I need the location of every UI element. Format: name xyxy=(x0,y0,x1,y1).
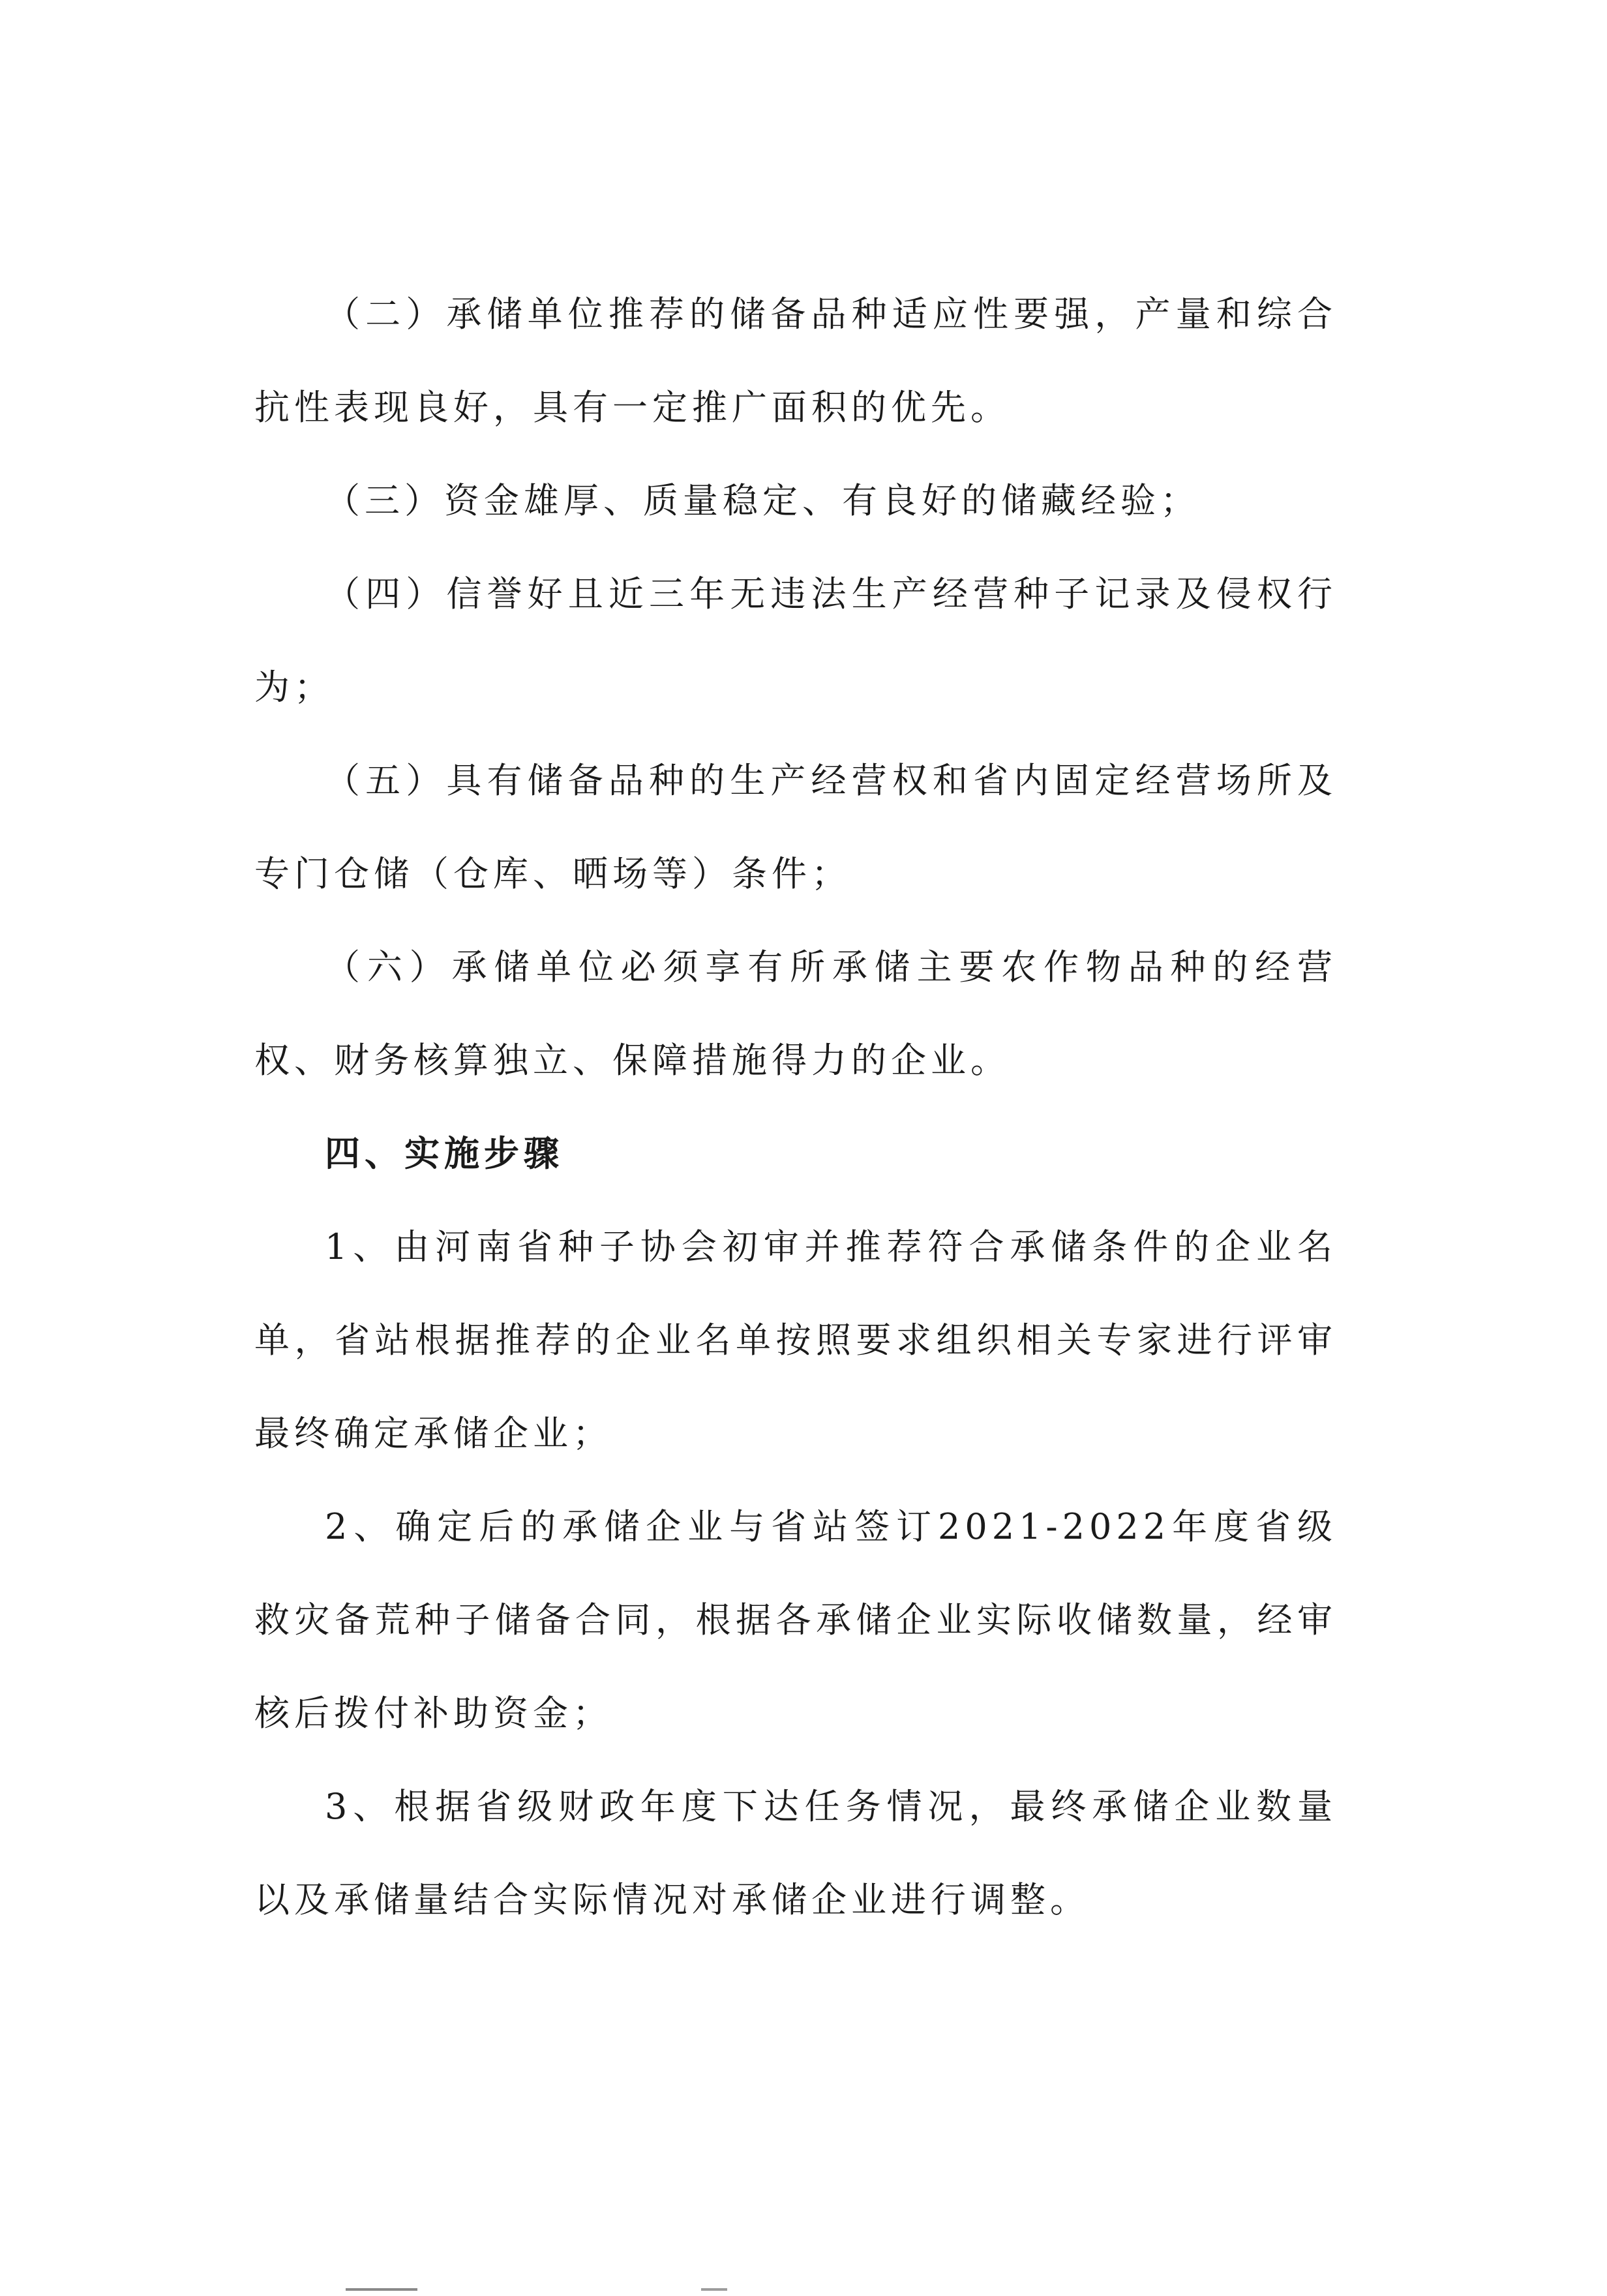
paragraph-item-3: （三）资金雄厚、质量稳定、有良好的储藏经验； xyxy=(325,480,1200,521)
section-heading: 四、实施步骤 xyxy=(325,1133,563,1174)
paragraph-item-4: （四）信誉好且近三年无违法生产经营种子记录及侵权行为； xyxy=(254,573,1337,708)
scan-edge-mark xyxy=(346,2288,417,2291)
document-body xyxy=(254,267,1337,1946)
step-1-paragraph: 1、由河南省种子协会初审并推荐符合承储条件的企业名单，省站根据推荐的企业名单按照要求组织相关专家进行评审最终确定承储企业； xyxy=(254,1226,1337,1454)
step-3-paragraph: 3、根据省级财政年度下达任务情况，最终承储企业数量以及承储量结合实际情况对承储企业进行调整。 xyxy=(254,1786,1337,1920)
paragraph-item-5: （五）具有储备品种的生产经营权和省内固定经营场所及专门仓储（仓库、晒场等）条件； xyxy=(254,760,1337,894)
paragraph-item-2: （二）承储单位推荐的储备品种适应性要强，产量和综合抗性表现良好，具有一定推广面积的优先。 xyxy=(254,294,1337,428)
step-2-paragraph: 2、确定后的承储企业与省站签订2021-2022年度省级救灾备荒种子储备合同，根据各承储企业实际收储数量，经审核后拨付补助资金； xyxy=(254,1506,1337,1734)
scan-edge-mark-small xyxy=(701,2288,727,2291)
paragraph-item-6: （六）承储单位必须享有所承储主要农作物品种的经营权、财务核算独立、保障措施得力的企业。 xyxy=(254,946,1337,1081)
